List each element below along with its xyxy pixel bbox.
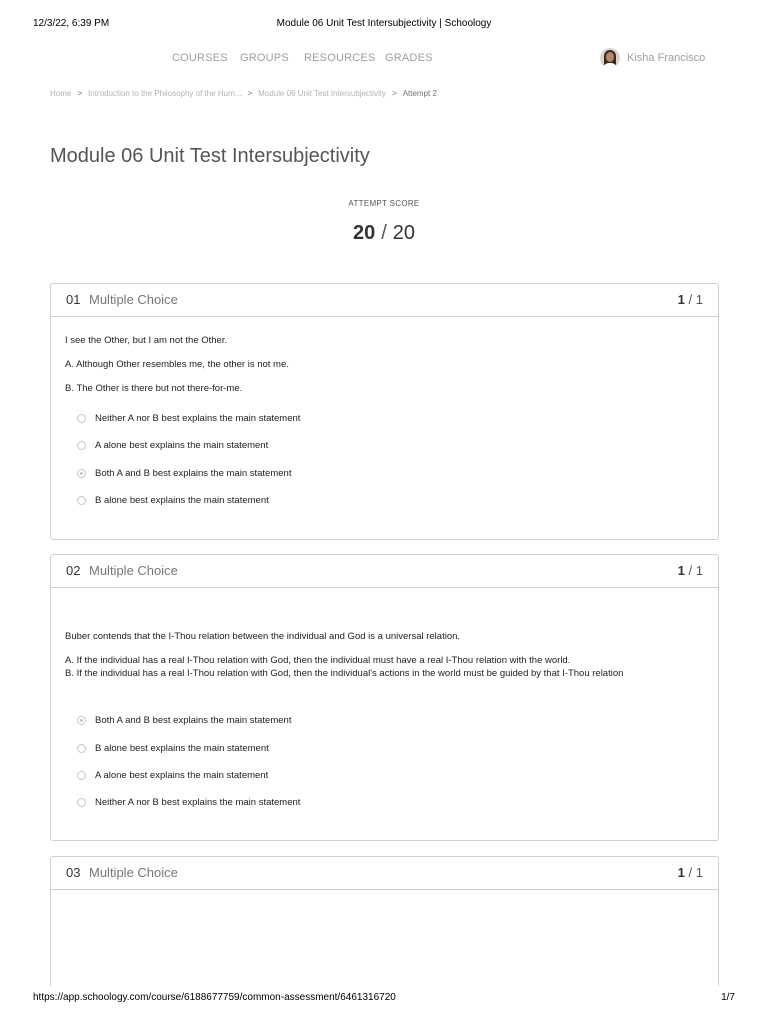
score-slash: / [381,222,387,244]
print-header [0,18,768,32]
score-value: 20 [352,222,376,244]
question-score-slash: / [688,563,693,578]
answer-option-label: A alone best explains the main statement [95,439,269,451]
breadcrumb [50,89,437,98]
question-header [51,857,718,890]
question-max: 1 [695,865,703,880]
question-statement: Buber contends that the I-Thou relation between the individual and God is a universal relation. [65,631,461,642]
answer-option-label: B alone best explains the main statement [95,742,269,754]
question-type: Multiple Choice [89,563,178,578]
attempt-score-label: ATTEMPT SCORE [348,199,420,208]
question-score-slash: / [688,865,693,880]
radio-button[interactable] [77,414,86,423]
breadcrumb-separator: > [77,89,83,98]
question-score [678,292,703,307]
answer-option-label: Neither A nor B best explains the main statement [95,796,301,808]
nav-grades[interactable]: GRADES [385,52,433,64]
top-navigation [0,52,768,70]
breadcrumb-home[interactable]: Home [50,89,72,98]
question-premise-a: A. If the individual has a real I-Thou relation with God, then the individual must have a real I-Thou relation with the world. [65,655,571,666]
print-page-number: 1/7 [721,992,735,1003]
nav-resources[interactable]: RESOURCES [304,52,376,64]
nav-groups[interactable]: GROUPS [240,52,289,64]
question-type: Multiple Choice [89,292,178,307]
question-statement: I see the Other, but I am not the Other. [65,335,228,346]
radio-button[interactable] [77,441,86,450]
question-score-slash: / [688,292,693,307]
answer-option-label: A alone best explains the main statement [95,769,269,781]
question-header [51,555,718,588]
print-page-title: Module 06 Unit Test Intersubjectivity | Schoology [276,18,492,29]
answer-option[interactable] [77,411,300,425]
radio-button[interactable] [77,496,86,505]
nav-courses[interactable]: COURSES [172,52,228,64]
radio-button[interactable] [77,771,86,780]
question-header [51,284,718,317]
answer-option[interactable] [77,741,269,755]
question-card-01 [50,283,719,540]
answer-option[interactable] [77,768,268,782]
breadcrumb-course[interactable]: Introduction to the Philosophy of the Hum... [88,89,242,98]
avatar [600,48,620,68]
user-menu[interactable] [600,46,705,70]
question-max: 1 [695,292,703,307]
question-points: 1 [677,292,685,307]
question-number: 01 [66,292,81,307]
question-score [678,563,703,578]
question-number: 03 [66,865,81,880]
question-points: 1 [677,865,685,880]
question-card-02 [50,554,719,841]
breadcrumb-separator: > [392,89,397,98]
breadcrumb-assessment[interactable]: Module 06 Unit Test Intersubjectivity [258,89,387,98]
answer-option-selected[interactable] [77,466,291,480]
radio-button-checked[interactable] [77,716,86,725]
answer-option[interactable] [77,795,300,809]
answer-option-label: Neither A nor B best explains the main statement [95,412,301,424]
page-title: Module 06 Unit Test Intersubjectivity [50,145,370,167]
question-number: 02 [66,563,81,578]
question-card-03 [50,856,719,986]
answer-option[interactable] [77,438,268,452]
question-premise-b: B. The Other is there but not there-for-me. [65,383,243,394]
breadcrumb-separator: > [247,89,253,98]
user-name: Kisha Francisco [627,52,706,64]
question-type: Multiple Choice [89,865,178,880]
question-max: 1 [695,563,703,578]
answer-option-label: Both A and B best explains the main statement [95,467,292,479]
radio-button[interactable] [77,744,86,753]
answer-option[interactable] [77,493,269,507]
answer-option-label: Both A and B best explains the main statement [95,714,292,726]
print-url: https://app.schoology.com/course/6188677759/common-assessment/6461316720 [33,992,396,1003]
question-premise-a: A. Although Other resembles me, the other is not me. [65,359,289,370]
answer-option-label: B alone best explains the main statement [95,494,269,506]
question-score [678,865,703,880]
attempt-score [0,222,768,245]
question-points: 1 [677,563,685,578]
question-premise-b: B. If the individual has a real I-Thou relation with God, then the individual's actions in the world must be guided by that I-Thou relation [65,668,624,679]
radio-button[interactable] [77,798,86,807]
answer-option-selected[interactable] [77,713,291,727]
print-datetime: 12/3/22, 6:39 PM [33,18,110,29]
score-total: 20 [392,222,416,244]
radio-button-checked[interactable] [77,469,86,478]
breadcrumb-current: Attempt 2 [402,89,437,98]
